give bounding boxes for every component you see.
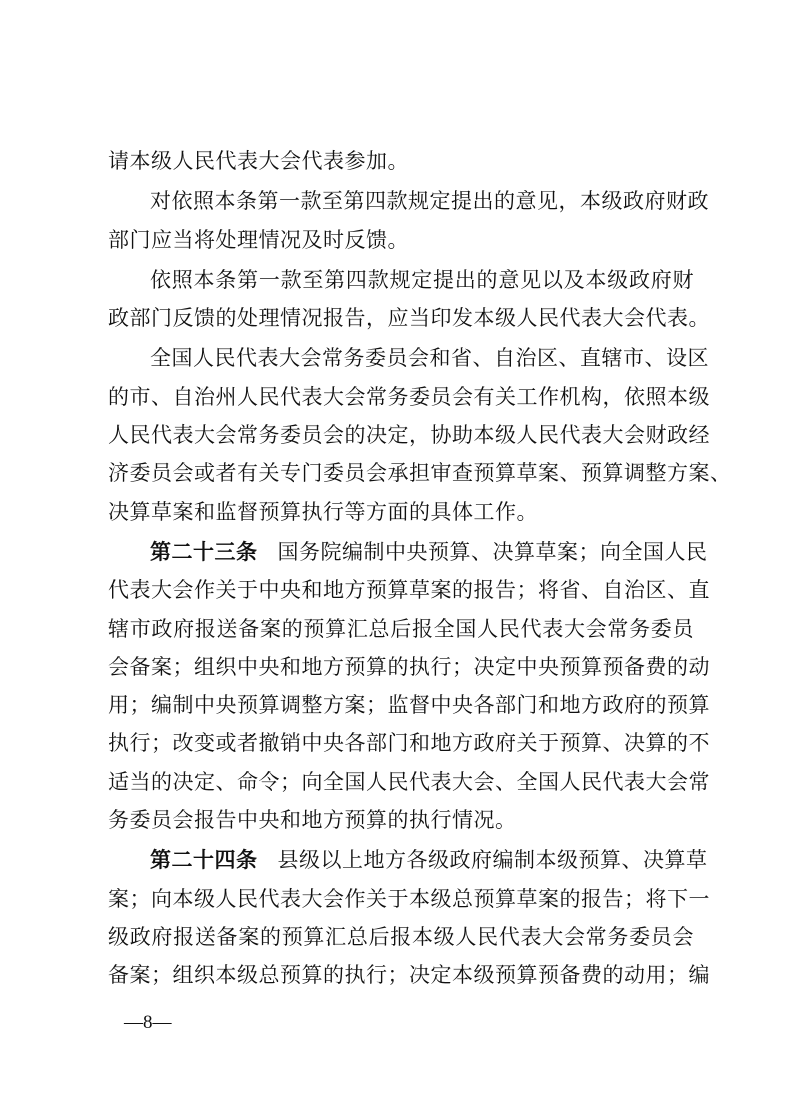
text-line: 决算草案和监督预算执行等方面的具体工作。 (108, 499, 538, 524)
text-line: 的市、自治州人民代表大会常务委员会有关工作机构，依照本级 (108, 384, 710, 409)
text-line: 请本级人民代表大会代表参加。 (108, 149, 409, 173)
text-line: 用；编制中央预算调整方案；监督中央各部门和地方政府的预算 (108, 693, 710, 718)
document-body (108, 142, 732, 995)
text-line: 济委员会或者有关专门委员会承担审查预算草案、预算调整方案、 (108, 461, 732, 486)
text-line: 会备案；组织中央和地方预算的执行；决定中央预算预备费的动 (108, 654, 710, 679)
article-23-heading: 第二十三条 (150, 539, 258, 564)
text-line: 务委员会报告中央和地方预算的执行情况。 (108, 808, 517, 833)
text-line: 代表大会作关于中央和地方预算草案的报告；将省、自治区、直 (108, 578, 710, 603)
text-line: 依照本条第一款至第四款规定提出的意见以及本级政府财 (150, 267, 694, 292)
text-line: 执行；改变或者撤销中央各部门和地方政府关于预算、决算的不 (108, 731, 710, 756)
text-line: 政部门反馈的处理情况报告，应当印发本级人民代表大会代表。 (108, 306, 710, 331)
article-24-heading: 第二十四条 (150, 848, 258, 873)
text-line: 部门应当将处理情况及时反馈。 (108, 227, 409, 252)
text-line: 级政府报送备案的预算汇总后报本级人民代表大会常务委员会 (108, 924, 694, 949)
text-line: 适当的决定、命令；向全国人民代表大会、全国人民代表大会常 (108, 769, 710, 794)
article-text: 国务院编制中央预算、决算草案；向全国人民 (277, 539, 708, 564)
text-line: 备案；组织本级总预算的执行；决定本级预算预备费的动用；编 (108, 963, 710, 988)
article-first-line (108, 841, 708, 879)
text-line: 全国人民代表大会常务委员会和省、自治区、直辖市、设区 (150, 346, 709, 371)
text-line: 对依照本条第一款至第四款规定提出的意见，本级政府财政 (150, 189, 709, 214)
text-line: 案；向本级人民代表大会作关于本级总预算草案的报告；将下一 (108, 886, 710, 911)
text-line: 人民代表大会常务委员会的决定，协助本级人民代表大会财政经 (108, 423, 710, 448)
article-first-line (108, 533, 708, 571)
page-number: —8— (124, 1012, 172, 1033)
text-line: 辖市政府报送备案的预算汇总后报全国人民代表大会常务委员 (108, 616, 694, 641)
article-text: 县级以上地方各级政府编制本级预算、决算草 (277, 848, 708, 873)
